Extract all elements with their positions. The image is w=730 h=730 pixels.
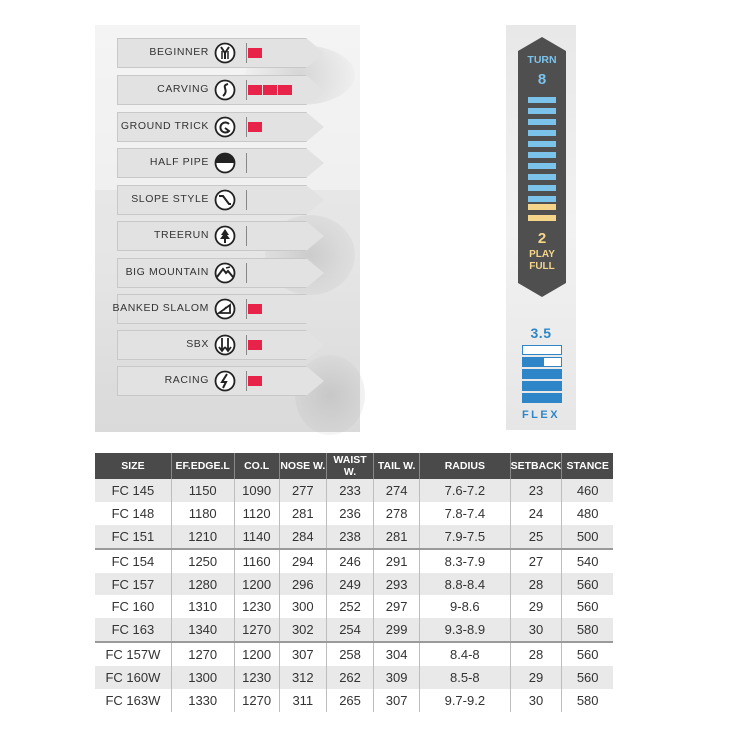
table-cell: 262	[326, 666, 373, 689]
table-cell: 8.5-8	[420, 666, 511, 689]
rating-bar	[248, 85, 262, 95]
table-cell: 296	[279, 573, 326, 596]
table-cell: 1140	[234, 525, 279, 549]
riding-style-row	[117, 75, 325, 105]
flex-bar	[522, 381, 562, 391]
flex-bar	[522, 393, 562, 403]
table-row	[95, 595, 613, 618]
rating-bars	[248, 340, 262, 350]
banked-slalom-icon	[214, 298, 236, 320]
table-cell: 1310	[171, 595, 234, 618]
table-cell: 24	[510, 502, 562, 525]
table-cell: 293	[374, 573, 420, 596]
table-row	[95, 689, 613, 712]
table-cell: 7.6-7.2	[420, 479, 511, 502]
big-mountain-icon	[214, 262, 236, 284]
spec-table-header	[95, 453, 613, 479]
table-row	[95, 479, 613, 502]
table-cell: FC 145	[95, 479, 171, 502]
table-row	[95, 573, 613, 596]
riding-style-panel	[95, 25, 360, 432]
play-segment	[528, 204, 556, 210]
table-cell: 8.3-7.9	[420, 549, 511, 573]
table-cell: 307	[374, 689, 420, 712]
table-cell: 460	[562, 479, 613, 502]
table-cell: 249	[326, 573, 373, 596]
table-cell: 1300	[171, 666, 234, 689]
table-row	[95, 642, 613, 666]
riding-style-label: SBX	[186, 338, 209, 350]
table-cell: 9.7-9.2	[420, 689, 511, 712]
turn-segment	[528, 185, 556, 191]
table-row	[95, 618, 613, 642]
table-row	[95, 502, 613, 525]
table-cell: FC 160W	[95, 666, 171, 689]
turn-segment	[528, 152, 556, 158]
riding-style-label: GROUND TRICK	[120, 120, 209, 132]
riding-style-label: BEGINNER	[149, 46, 209, 58]
table-cell: 560	[562, 666, 613, 689]
riding-style-row	[117, 185, 325, 215]
riding-style-label: BIG MOUNTAIN	[125, 266, 209, 278]
spec-column-header: SETBACK	[510, 453, 562, 479]
riding-style-row	[117, 38, 325, 68]
spec-column-header: SIZE	[95, 453, 171, 479]
table-cell: 1270	[234, 618, 279, 642]
flex-bar	[522, 357, 562, 367]
table-cell: 312	[279, 666, 326, 689]
table-cell: 304	[374, 642, 420, 666]
table-cell: 25	[510, 525, 562, 549]
table-cell: 9.3-8.9	[420, 618, 511, 642]
table-cell: 274	[374, 479, 420, 502]
table-cell: 299	[374, 618, 420, 642]
table-row	[95, 525, 613, 549]
ground-trick-icon	[214, 116, 236, 138]
rating-bar	[248, 48, 262, 58]
table-cell: FC 154	[95, 549, 171, 573]
table-cell: 540	[562, 549, 613, 573]
table-cell: 284	[279, 525, 326, 549]
table-cell: 277	[279, 479, 326, 502]
riding-style-row	[117, 148, 325, 178]
rating-bar	[248, 122, 262, 132]
riding-style-row	[117, 330, 325, 360]
turn-segment	[528, 163, 556, 169]
table-cell: 300	[279, 595, 326, 618]
table-cell: 1230	[234, 595, 279, 618]
table-cell: 8.8-8.4	[420, 573, 511, 596]
rating-bar	[248, 304, 262, 314]
flex-bar	[522, 345, 562, 355]
table-cell: 307	[279, 642, 326, 666]
table-cell: 281	[279, 502, 326, 525]
table-cell: 254	[326, 618, 373, 642]
turn-segment	[528, 97, 556, 103]
table-cell: 480	[562, 502, 613, 525]
table-cell: 281	[374, 525, 420, 549]
table-cell: 1280	[171, 573, 234, 596]
table-cell: 1270	[171, 642, 234, 666]
spec-column-header: STANCE	[562, 453, 613, 479]
table-cell: 8.4-8	[420, 642, 511, 666]
table-cell: 302	[279, 618, 326, 642]
rating-bar	[248, 340, 262, 350]
riding-style-row	[117, 221, 325, 251]
table-cell: 278	[374, 502, 420, 525]
table-cell: 238	[326, 525, 373, 549]
carving-icon	[214, 79, 236, 101]
table-cell: 580	[562, 618, 613, 642]
rating-bars	[248, 304, 262, 314]
turn-segment	[528, 108, 556, 114]
table-cell: 236	[326, 502, 373, 525]
turn-play-gauge	[518, 37, 566, 297]
spec-column-header: CO.L	[234, 453, 279, 479]
table-cell: 1230	[234, 666, 279, 689]
spec-column-header: NOSE W.	[279, 453, 326, 479]
table-cell: 246	[326, 549, 373, 573]
rating-bar	[248, 376, 262, 386]
table-cell: FC 148	[95, 502, 171, 525]
rating-bars	[248, 48, 262, 58]
table-cell: 258	[326, 642, 373, 666]
turn-segment	[528, 174, 556, 180]
play-label: PLAY FULL	[529, 249, 555, 272]
table-cell: 28	[510, 642, 562, 666]
spec-table	[95, 453, 613, 712]
table-cell: 7.8-7.4	[420, 502, 511, 525]
table-cell: 233	[326, 479, 373, 502]
spec-column-header: TAIL W.	[374, 453, 420, 479]
table-cell: 1090	[234, 479, 279, 502]
table-cell: 29	[510, 595, 562, 618]
beginner-icon	[214, 42, 236, 64]
riding-style-label: BANKED SLALOM	[112, 302, 209, 314]
table-cell: 1180	[171, 502, 234, 525]
table-cell: 560	[562, 595, 613, 618]
table-cell: 1200	[234, 642, 279, 666]
rating-bar	[278, 85, 292, 95]
table-cell: 30	[510, 618, 562, 642]
table-cell: 1250	[171, 549, 234, 573]
table-cell: 7.9-7.5	[420, 525, 511, 549]
riding-style-row	[117, 366, 325, 396]
riding-style-row	[117, 112, 325, 142]
table-row	[95, 666, 613, 689]
turn-segment	[528, 130, 556, 136]
table-cell: FC 151	[95, 525, 171, 549]
turn-value: 8	[537, 71, 547, 88]
table-cell: 1160	[234, 549, 279, 573]
table-cell: 560	[562, 642, 613, 666]
turn-play-flex-panel	[506, 25, 576, 430]
treerun-icon	[214, 225, 236, 247]
table-cell: FC 163	[95, 618, 171, 642]
table-cell: FC 157W	[95, 642, 171, 666]
rating-bars	[248, 122, 262, 132]
table-cell: 580	[562, 689, 613, 712]
rating-bars	[248, 376, 262, 386]
table-cell: 1270	[234, 689, 279, 712]
table-cell: 265	[326, 689, 373, 712]
spec-column-header: EF.EDGE.L	[171, 453, 234, 479]
table-cell: 29	[510, 666, 562, 689]
half-pipe-icon	[214, 152, 236, 174]
play-segment	[528, 215, 556, 221]
table-cell: 291	[374, 549, 420, 573]
sbx-icon	[214, 334, 236, 356]
table-cell: FC 157	[95, 573, 171, 596]
table-cell: 23	[510, 479, 562, 502]
rating-bars	[248, 85, 292, 95]
riding-style-label: TREERUN	[154, 229, 209, 241]
flex-value: 3.5	[530, 325, 552, 341]
turn-segment	[528, 196, 556, 202]
table-cell: 311	[279, 689, 326, 712]
table-cell: 9-8.6	[420, 595, 511, 618]
spec-column-header: WAIST W.	[326, 453, 373, 479]
turn-segment	[528, 119, 556, 125]
table-cell: FC 160	[95, 595, 171, 618]
turn-segment	[528, 141, 556, 147]
table-cell: FC 163W	[95, 689, 171, 712]
riding-style-label: CARVING	[157, 83, 209, 95]
riding-style-row	[117, 258, 325, 288]
table-cell: 294	[279, 549, 326, 573]
flex-meter	[522, 345, 562, 405]
riding-style-label: HALF PIPE	[149, 156, 209, 168]
flex-bar	[522, 369, 562, 379]
rating-bar	[263, 85, 277, 95]
table-cell: 252	[326, 595, 373, 618]
table-cell: 1150	[171, 479, 234, 502]
racing-icon	[214, 370, 236, 392]
table-cell: 27	[510, 549, 562, 573]
table-cell: 309	[374, 666, 420, 689]
table-cell: 28	[510, 573, 562, 596]
table-cell: 1340	[171, 618, 234, 642]
table-cell: 1200	[234, 573, 279, 596]
table-cell: 500	[562, 525, 613, 549]
table-cell: 1330	[171, 689, 234, 712]
riding-style-label: SLOPE STYLE	[131, 193, 209, 205]
table-cell: 1120	[234, 502, 279, 525]
play-value: 2	[537, 230, 547, 247]
table-row	[95, 549, 613, 573]
riding-style-row	[112, 294, 325, 324]
slope-style-icon	[214, 189, 236, 211]
spec-column-header: RADIUS	[420, 453, 511, 479]
flex-label: FLEX	[521, 409, 561, 421]
table-cell: 297	[374, 595, 420, 618]
riding-style-label: RACING	[164, 374, 209, 386]
table-cell: 560	[562, 573, 613, 596]
table-cell: 30	[510, 689, 562, 712]
turn-label: TURN	[527, 54, 557, 66]
table-cell: 1210	[171, 525, 234, 549]
